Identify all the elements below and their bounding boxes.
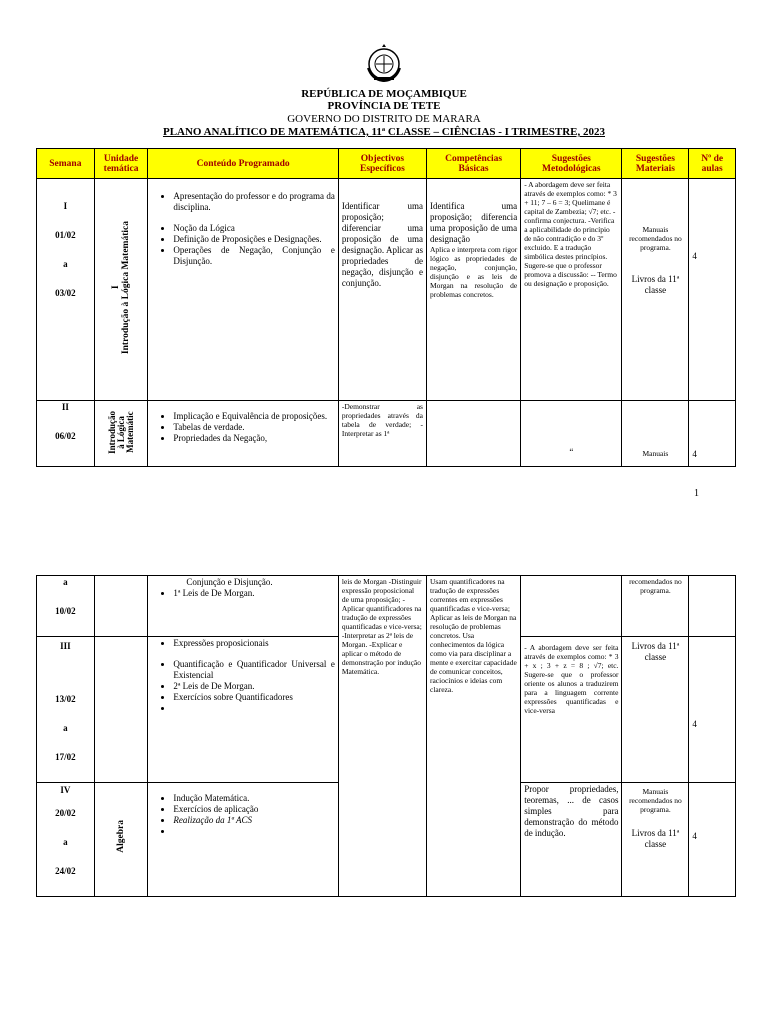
week-number: II — [61, 402, 69, 412]
materials-cell: Livros da 11ª classe — [622, 637, 689, 783]
content-item: • Operações de Negação, Conjunção e Disjunção. — [173, 245, 334, 267]
materials-cell: Manuais — [622, 401, 689, 467]
materials-text: Livros da 11ª classe — [631, 828, 680, 849]
content-item — [173, 826, 334, 837]
week-cell — [37, 401, 95, 467]
lessons-cell: 4 — [689, 637, 736, 783]
content-item: • Propriedades da Negação, — [173, 433, 334, 444]
header-plan-title: PLANO ANALÍTICO DE MATEMÁTICA, 11ª CLASSE – CIÊNCIAS - I TRIMESTRE, 2023 — [162, 126, 606, 138]
lessons-cell: 4 — [689, 783, 736, 897]
week-number: III — [60, 641, 71, 651]
lessons-cell — [689, 576, 736, 637]
week-date-end: 03/02 — [55, 288, 76, 298]
content-item: • Definição de Proposições e Designações. — [173, 234, 334, 245]
content-item: • Expressões proposicionais — [173, 638, 334, 649]
content-item: • Exercícios sobre Quantificadores — [173, 692, 334, 703]
week-date-end: 17/02 — [55, 752, 76, 762]
republic-emblem-icon — [364, 44, 404, 84]
materials-cell — [622, 179, 689, 401]
competencies-cell — [426, 179, 520, 401]
materials-cell: recomendados no programa. — [622, 576, 689, 637]
competencies-cell — [426, 401, 520, 467]
materials-text: Manuais recomendados no programa. — [629, 787, 682, 814]
col-header-methods: Sugestões Metodológicas — [521, 149, 622, 179]
content-item: • 2ª Leis de De Morgan. — [173, 681, 334, 692]
plan-table-page1 — [36, 148, 736, 467]
contents-cell — [148, 637, 338, 783]
competency-text: Aplica e interpreta com rigor lógico as propriedades de negação, conjunção, disjunção e as leis de Morgan na resolução de problemas concretos. — [429, 245, 518, 299]
content-item: • Implicação e Equivalência de proposições. — [173, 411, 334, 422]
week-cell — [37, 179, 95, 401]
col-header-competencies: Competências Básicas — [426, 149, 520, 179]
header-republic: REPÚBLICA DE MOÇAMBIQUE — [301, 88, 467, 100]
week-date-sep: a — [63, 837, 68, 847]
unit-cell — [94, 783, 148, 897]
methods-cell: Propor propriedades, teoremas, ... de casos simples para demonstração do método de indução. — [521, 783, 622, 897]
methods-cell: - A abordagem deve ser feita através de exemplos como: * 3 + x ; 3 + z = 8 ; √7; etc. Sugere-se que o professor oriente os alunos a traduzirem para a linguagem corrente expressões quantificadas e vice-versa — [521, 637, 622, 783]
unit-cell — [94, 576, 148, 637]
contents-cell — [148, 783, 338, 897]
unit-cell — [94, 637, 148, 783]
table-row — [37, 576, 736, 637]
content-item: • Apresentação do professor e do programa da disciplina. — [173, 191, 334, 213]
objectives-cell: Identificar uma proposição; diferenciar uma proposição de uma designação. Aplicar as propriedades de negação, disjunção e conjunção. — [338, 179, 426, 401]
col-header-materials: Sugestões Materiais — [622, 149, 689, 179]
methods-cell — [521, 576, 622, 637]
materials-text: Livros da 11ª classe — [631, 274, 680, 295]
col-header-week: Semana — [37, 149, 95, 179]
week-cell — [37, 576, 95, 637]
objectives-cell: leis de Morgan -Distinguir expressão proposicional de uma proposição; - Aplicar quantificadores na tradução de expressões quantificadas e vice-versa; -Interpretar as 2ª leis de Morgan. -Explicar e aplicar o método de demonstração por indução Matemática. — [338, 576, 426, 897]
col-header-contents: Conteúdo Programado — [148, 149, 338, 179]
contents-cell — [148, 401, 338, 467]
methods-cell: - A abordagem deve ser feita através de exemplos como: * 3 + 11; 7 – 6 = 3; Quelimane é capital de Zambezia; √7; etc. -confirma conjectura. -Verifica a aplicabilidade do princípio de não contradição e do 3º excluido. E a tradução simbólica destes princípios. Sugere-se que o professor promova a discussão: -- Termo ou designação e proposição. — [521, 179, 622, 401]
week-cell — [37, 637, 95, 783]
week-date-start: 06/02 — [55, 431, 76, 441]
content-item: • Exercícios de aplicação — [173, 804, 334, 815]
week-date-start: 20/02 — [55, 808, 76, 818]
week-date-start: 13/02 — [55, 694, 76, 704]
materials-text: Manuais recomendados no programa. — [629, 225, 682, 252]
header-province: PROVÍNCIA DE TETE — [327, 100, 441, 112]
header-government: GOVERNO DO DISTRITO DE MARARA — [287, 113, 481, 125]
week-number: I — [63, 201, 68, 211]
content-continuation: Conjunção e Disjunção. — [186, 577, 273, 587]
lessons-cell: 4 — [689, 401, 736, 467]
col-header-objectives: Objectivos Específicos — [338, 149, 426, 179]
content-item: • Quantificação e Quantificador Universal e Existencial — [173, 659, 334, 681]
week-number: IV — [60, 785, 71, 795]
unit-cell — [94, 179, 148, 401]
unit-cell — [94, 401, 148, 467]
unit-label: Algebra — [116, 819, 127, 853]
unit-label: I Introdução à Lógica Matemática — [111, 221, 132, 355]
competency-text: Identifica uma proposição; diferencia uma proposição de uma designação — [429, 201, 518, 244]
week-date-end: 10/02 — [55, 606, 76, 616]
col-header-lessons: Nº de aulas — [689, 149, 736, 179]
week-cell — [37, 783, 95, 897]
week-date-sep: a — [63, 577, 68, 587]
week-date-end: 24/02 — [55, 866, 76, 876]
content-item — [173, 703, 334, 714]
content-item: • Indução Matemática. — [173, 793, 334, 804]
content-item: • 1ª Leis de De Morgan. — [173, 588, 334, 599]
materials-cell — [622, 783, 689, 897]
week-date-start: 01/02 — [55, 230, 76, 240]
col-header-unit: Unidade temática — [94, 149, 148, 179]
objectives-cell: -Demonstrar as propriedades através da tabela de verdade; - Interpretar as 1ª — [338, 401, 426, 467]
unit-label: Introdução à Lógica Matemátic — [106, 410, 135, 454]
week-date-sep: a — [63, 259, 68, 269]
contents-cell — [148, 179, 338, 401]
lessons-cell: 4 — [689, 179, 736, 401]
table-row — [37, 401, 736, 467]
content-item: • Realização da 1ª ACS — [173, 815, 334, 826]
competencies-cell: Usam quantificadores na tradução de expressões correntes em expressões quantificadas e vice-versa; Aplicar as leis de Morgan na resolução de problemas concretos. Usa conhecimentos da lógica como via para disciplinar a mente e exercitar capacidade de comunicar conceitos, raciocínios e ideias com clareza. — [426, 576, 520, 897]
content-item: • Tabelas de verdade. — [173, 422, 334, 433]
plan-table-page2 — [36, 575, 736, 897]
week-date-sep: a — [63, 723, 68, 733]
content-item: • Noção da Lógica — [173, 223, 334, 234]
contents-cell — [148, 576, 338, 637]
table-row — [37, 179, 736, 401]
methods-cell: “ — [521, 401, 622, 467]
page-number: 1 — [694, 488, 699, 499]
